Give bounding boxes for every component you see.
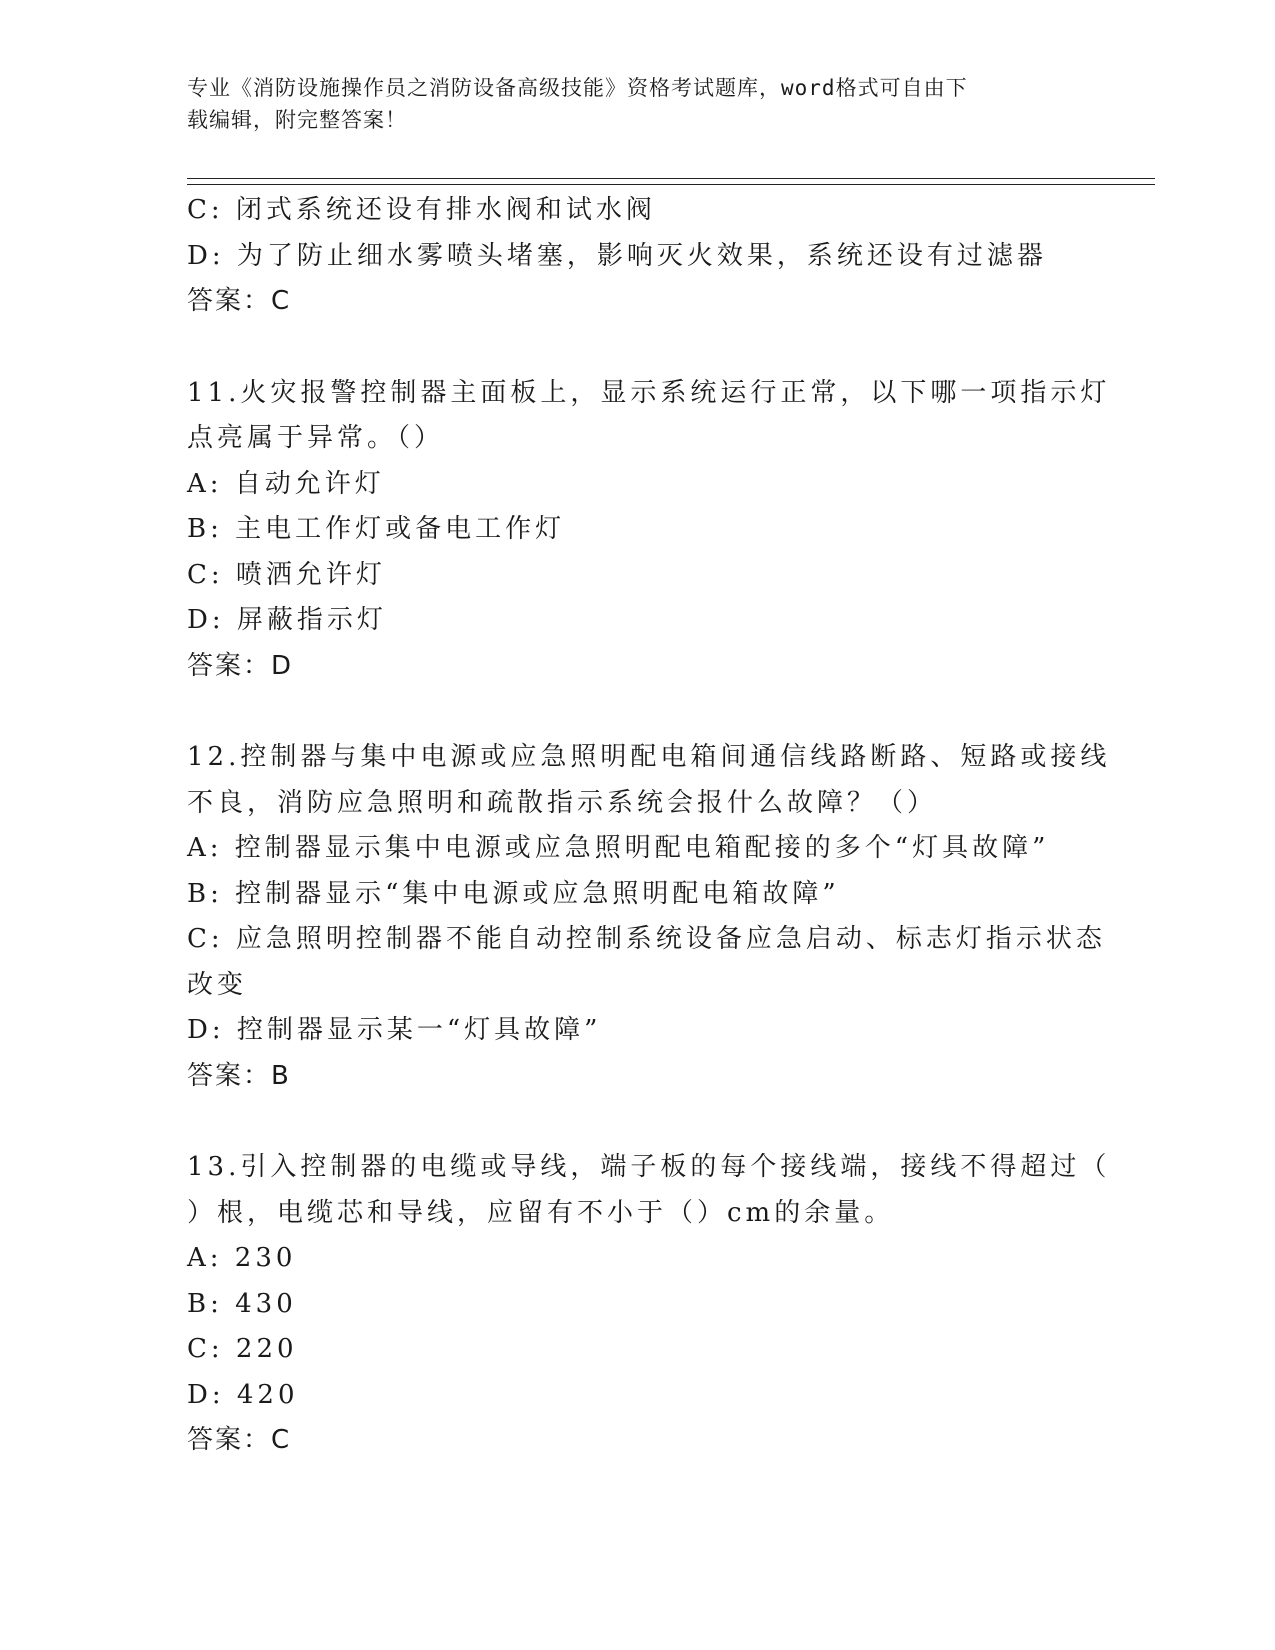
option-b: B: 430 (187, 1288, 297, 1319)
question-13 (187, 1145, 1111, 1464)
option-c: C: 闭式系统还设有排水阀和试水阀 (187, 195, 656, 225)
question-stem-continued: ）根，电缆芯和导线，应留有不小于（）cm的余量。 (187, 1197, 895, 1228)
document-header (187, 72, 1067, 136)
option-a: A: 230 (187, 1243, 297, 1273)
question-stem: 12.控制器与集中电源或应急照明配电箱间通信线路断路、短路或接线 (187, 742, 1111, 772)
option-c: C: 应急照明控制器不能自动控制系统设备应急启动、标志灯指示状态 (187, 924, 1106, 954)
header-divider-bottom (187, 184, 1155, 185)
header-line-1: 专业《消防设施操作员之消防设备高级技能》资格考试题库，word格式可自由下 (187, 76, 968, 100)
option-a: A: 控制器显示集中电源或应急照明配电箱配接的多个“灯具故障” (187, 833, 1050, 863)
option-d: D: 为了防止细水雾喷头堵塞，影响灭火效果，系统还设有过滤器 (187, 240, 1047, 271)
option-b: B: 主电工作灯或备电工作灯 (187, 514, 566, 544)
question-stem: 13.引入控制器的电缆或导线，端子板的每个接线端，接线不得超过（ (187, 1152, 1111, 1182)
question-11 (187, 371, 1111, 690)
option-d: D: 控制器显示某一“灯具故障” (187, 1015, 602, 1045)
option-c: C: 220 (187, 1334, 298, 1364)
option-c-continued: 改变 (187, 969, 248, 1000)
answer: 答案：C (187, 286, 292, 316)
question-stem-continued: 点亮属于异常。（） (187, 423, 445, 453)
question-stem-continued: 不良，消防应急照明和疏散指示系统会报什么故障？（） (187, 787, 938, 818)
question-12 (187, 735, 1111, 1099)
question-stem: 11.火灾报警控制器主面板上，显示系统运行正常，以下哪一项指示灯 (187, 377, 1111, 408)
header-divider-top (187, 178, 1155, 179)
answer: 答案：B (187, 1060, 291, 1091)
option-d: D: 420 (187, 1379, 299, 1410)
answer: 答案：C (187, 1425, 292, 1455)
header-line-2: 载编辑，附完整答案！ (187, 108, 407, 132)
question-10 (187, 188, 1087, 325)
answer: 答案：D (187, 650, 294, 681)
option-c: C: 喷洒允许灯 (187, 559, 386, 590)
question-list (187, 188, 1111, 1464)
option-a: A: 自动允许灯 (187, 468, 385, 499)
option-d: D: 屏蔽指示灯 (187, 605, 387, 635)
option-b: B: 控制器显示“集中电源或应急照明配电箱故障” (187, 878, 840, 909)
